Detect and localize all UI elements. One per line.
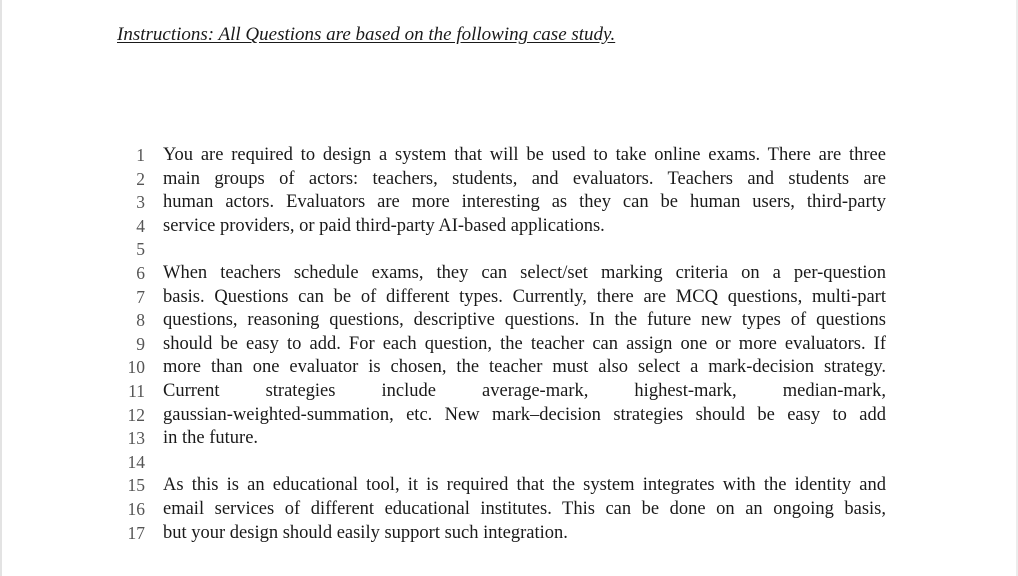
document-line — [0, 168, 1018, 192]
line-number: 3 — [136, 192, 145, 213]
document-line — [0, 309, 1018, 333]
line-text: Current strategies include average-mark, highest-mark, median-mark, — [163, 380, 886, 401]
line-number: 5 — [136, 239, 145, 260]
line-number: 17 — [127, 522, 145, 543]
line-text: in the future. — [163, 428, 259, 449]
line-number: 7 — [136, 286, 145, 307]
document-line — [0, 191, 1018, 215]
document-line — [0, 427, 1018, 451]
line-text: basis. Questions can be of different types. Currently, there are MCQ questions, multi-part — [163, 286, 886, 307]
line-number: 8 — [136, 310, 145, 331]
line-number: 11 — [128, 380, 145, 401]
document-line — [0, 286, 1018, 310]
line-text: As this is an educational tool, it is required that the system integrates with the identity and — [163, 475, 886, 496]
document-line — [0, 262, 1018, 286]
case-study-body — [0, 144, 1018, 545]
line-text: more than one evaluator is chosen, the teacher must also select a mark-decision strategy. — [163, 357, 886, 378]
document-line — [0, 451, 1018, 475]
line-number: 9 — [136, 333, 145, 354]
line-number: 13 — [127, 428, 145, 449]
line-number: 14 — [127, 451, 145, 472]
line-text: You are required to design a system that will be used to take online exams. There are three — [163, 145, 886, 165]
line-number: 15 — [127, 475, 145, 496]
document-line — [0, 356, 1018, 380]
line-number: 1 — [136, 145, 145, 165]
line-text: service providers, or paid third-party AI-based applications. — [163, 215, 605, 236]
line-number: 6 — [136, 262, 145, 283]
document-line — [0, 238, 1018, 262]
line-text: gaussian-weighted-summation, etc. New mark–decision strategies should be easy to add — [163, 404, 886, 425]
document-line — [0, 474, 1018, 498]
line-text: When teachers schedule exams, they can select/set marking criteria on a per-question — [163, 262, 886, 283]
document-line — [0, 522, 1018, 546]
line-number: 16 — [127, 498, 145, 519]
line-number: 10 — [127, 357, 145, 378]
document-line — [0, 404, 1018, 428]
document-line — [0, 380, 1018, 404]
line-text: should be easy to add. For each question, the teacher can assign one or more evaluators. If — [163, 333, 886, 354]
line-text: questions, reasoning questions, descriptive questions. In the future new types of questions — [163, 310, 886, 331]
line-text: main groups of actors: teachers, students, and evaluators. Teachers and students are — [163, 168, 886, 189]
document-line — [0, 498, 1018, 522]
line-number: 4 — [136, 215, 145, 236]
document-line — [0, 333, 1018, 357]
line-text: but your design should easily support such integration. — [163, 522, 568, 543]
line-text: human actors. Evaluators are more interesting as they can be human users, third-party — [163, 192, 886, 213]
document-line — [0, 215, 1018, 239]
instructions-heading: Instructions: All Questions are based on the following case study. — [117, 24, 616, 45]
line-number: 12 — [127, 404, 145, 425]
line-text: email services of different educational institutes. This can be done on an ongoing basis, — [163, 498, 886, 519]
document-line — [0, 144, 1018, 168]
line-number: 2 — [136, 168, 145, 189]
